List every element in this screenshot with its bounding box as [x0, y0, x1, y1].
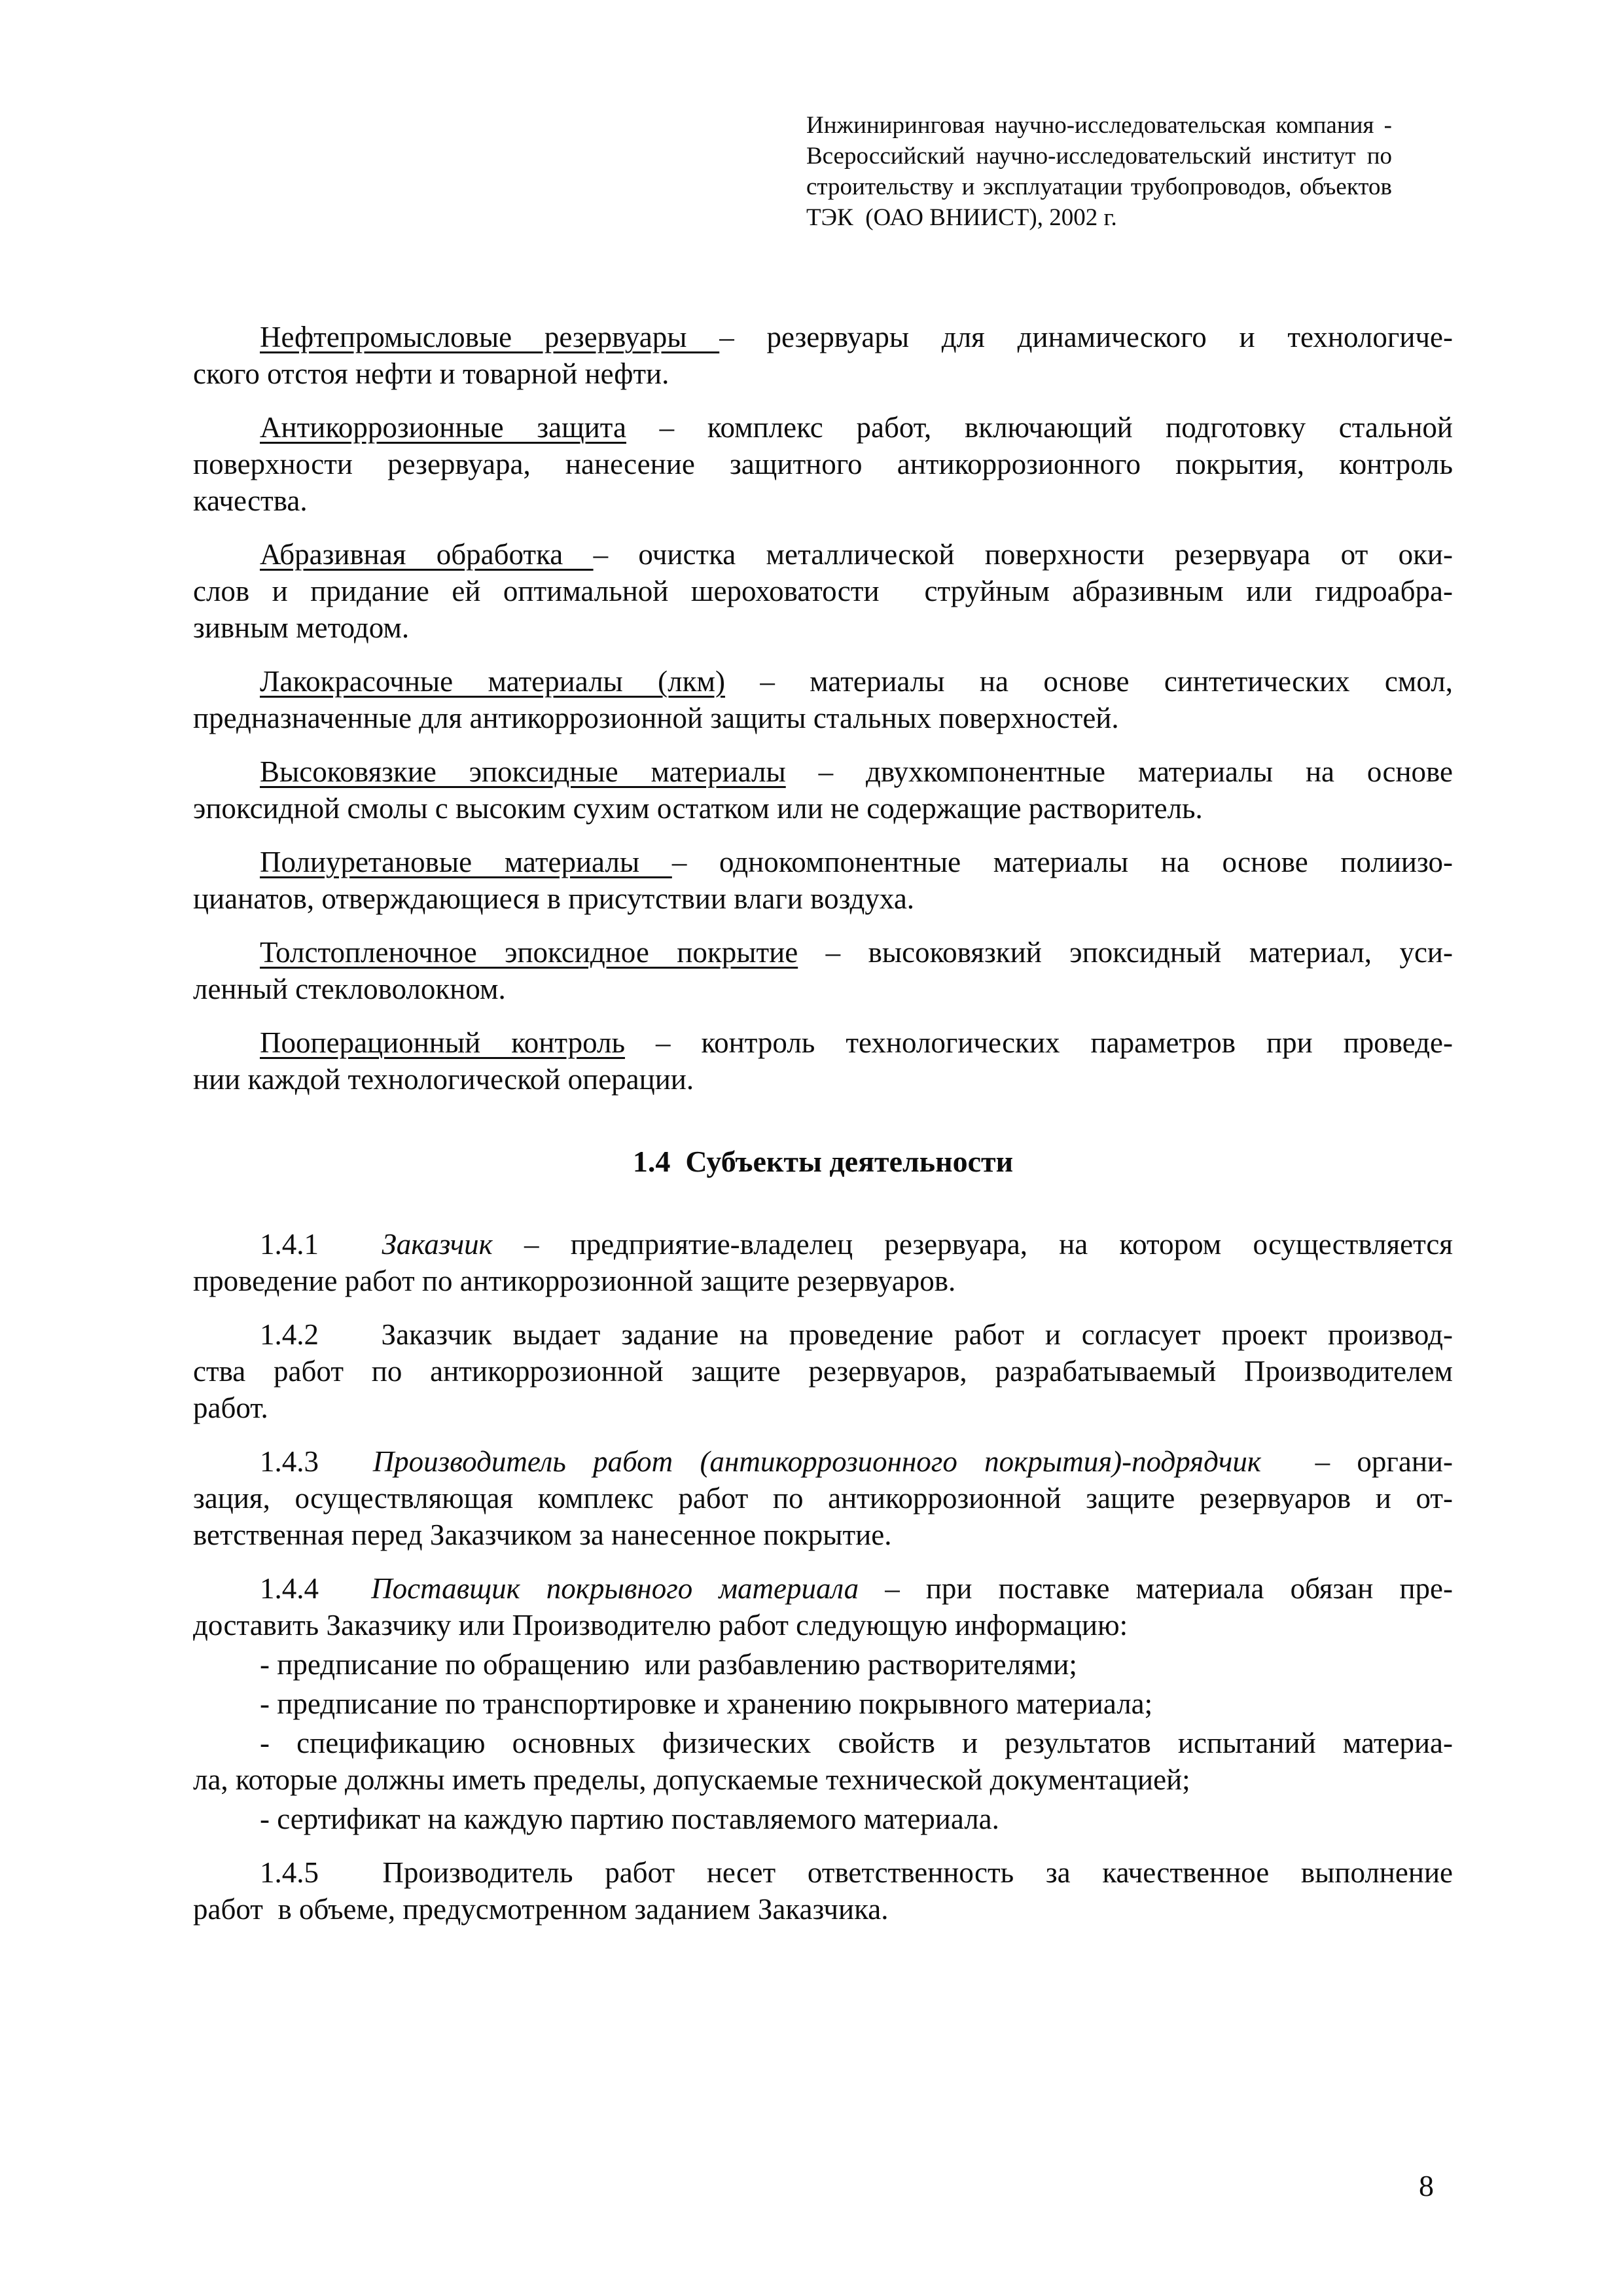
- bullet-transport-storage: [193, 1685, 1453, 1722]
- text-line: [193, 1353, 1453, 1390]
- defined-term: Высоковязкие эпоксидные материалы: [260, 755, 786, 788]
- text-run: 1.4.3: [260, 1445, 373, 1478]
- text-run: 1.4.4: [260, 1572, 372, 1605]
- document-body: [193, 319, 1453, 1945]
- term-italic: Производитель работ (антикоррозионного покрытия)-подрядчик: [372, 1445, 1261, 1478]
- text-line: [193, 1891, 1453, 1928]
- text-line: [193, 1570, 1453, 1607]
- text-line: [193, 573, 1453, 609]
- text-run: – однокомпонентные материалы на основе полиизо-: [671, 846, 1453, 878]
- text-run: – очистка металлической поверхности резервуара от оки-: [593, 538, 1454, 571]
- text-run: нии каждой технологической операции.: [193, 1063, 694, 1096]
- defined-term: Пооперационный контроль: [260, 1026, 625, 1059]
- text-run: 1.4.1: [260, 1228, 382, 1261]
- text-line: [193, 409, 1453, 446]
- page-number: 8: [1419, 2169, 1434, 2202]
- text-run: – материалы на основе синтетических смол,: [724, 665, 1453, 698]
- text-line: [193, 1646, 1453, 1683]
- text-run: предназначенные для антикоррозионной защиты стальных поверхностей.: [193, 702, 1119, 734]
- text-run: качества.: [193, 484, 308, 517]
- text-line: [193, 880, 1453, 917]
- text-line: [193, 1685, 1453, 1722]
- term-italic: Заказчик: [382, 1228, 493, 1261]
- text-line: [193, 1226, 1453, 1263]
- text-run: – высоковязкий эпоксидный материал, уси-: [798, 936, 1453, 969]
- defined-term: Полиуретановые материалы: [260, 846, 672, 878]
- text-line: [193, 319, 1453, 355]
- text-run: работ в объеме, предусмотренном заданием Заказчика.: [193, 1893, 889, 1926]
- para-definition-abrasive-treatment: [193, 536, 1453, 646]
- issuer-header-line: Инжиниринговая научно-исследовательская компания -: [806, 112, 1392, 139]
- text-line: [193, 971, 1453, 1007]
- text-run: – комплекс работ, включающий подготовку стальной: [626, 411, 1453, 444]
- term-italic: Поставщик покрывного материала: [371, 1572, 859, 1605]
- para-1-4-2-customer-task: [193, 1316, 1453, 1426]
- text-line: [193, 1761, 1453, 1798]
- defined-term: Толстопленочное эпоксидное покрытие: [260, 936, 798, 969]
- text-run: доставить Заказчику или Производителю работ следующую информацию:: [193, 1609, 1128, 1641]
- text-run: – при поставке материала обязан пре-: [859, 1572, 1453, 1605]
- text-line: [193, 934, 1453, 971]
- text-run: 1.4.2 Заказчик выдает задание на проведение работ и согласует проект производ-: [260, 1318, 1453, 1351]
- bullet-specification: [193, 1725, 1453, 1798]
- text-run: зивным методом.: [193, 611, 410, 644]
- text-run: проведение работ по антикоррозионной защите резервуаров.: [193, 1265, 956, 1297]
- text-run: ветственная перед Заказчиком за нанесенное покрытие.: [193, 1518, 892, 1551]
- text-line: [193, 844, 1453, 880]
- issuer-header-line: строительству и эксплуатации трубопроводов, объектов: [806, 173, 1392, 200]
- text-run: эпоксидной смолы с высоким сухим остатком или не содержащие растворитель.: [193, 792, 1203, 825]
- text-run: - сертификат на каждую партию поставляемого материала.: [260, 1803, 999, 1835]
- text-run: слов и придание ей оптимальной шероховатости струйным абразивным или гидроабра-: [193, 575, 1453, 607]
- defined-term: Нефтепромысловые резервуары: [260, 321, 720, 353]
- text-run: 1.4.5 Производитель работ несет ответственность за качественное выполнение: [260, 1856, 1453, 1889]
- issuer-header-line: Всероссийский научно-исследовательский институт по: [806, 143, 1392, 170]
- text-line: [193, 1316, 1453, 1353]
- text-line: [193, 355, 1453, 392]
- text-line: [193, 1516, 1453, 1553]
- text-line: [193, 1061, 1453, 1098]
- text-run: ленный стекловолокном.: [193, 973, 506, 1005]
- text-run: - предписание по транспортировке и хранению покрывного материала;: [260, 1687, 1153, 1720]
- text-line: [193, 1443, 1453, 1480]
- text-line: [193, 1801, 1453, 1837]
- text-run: ла, которые должны иметь пределы, допускаемые технической документацией;: [193, 1763, 1190, 1796]
- bullet-certificate: [193, 1801, 1453, 1837]
- para-definition-thick-film-epoxy: [193, 934, 1453, 1007]
- defined-term: Антикоррозионные защита: [260, 411, 626, 444]
- text-line: [193, 1480, 1453, 1516]
- text-line: [193, 663, 1453, 700]
- text-line: [193, 1024, 1453, 1061]
- para-1-4-4-supplier: [193, 1570, 1453, 1643]
- text-line: [193, 1390, 1453, 1426]
- text-line: [193, 609, 1453, 646]
- text-line: [193, 1725, 1453, 1761]
- defined-term: Абразивная обработка: [260, 538, 594, 571]
- text-run: – органи-: [1260, 1445, 1453, 1478]
- para-definition-step-by-step-control: [193, 1024, 1453, 1098]
- text-run: поверхности резервуара, нанесение защитного антикоррозионного покрытия, контроль: [193, 448, 1453, 480]
- text-line: [193, 482, 1453, 519]
- text-line: [193, 1607, 1453, 1643]
- para-definition-paint-materials: [193, 663, 1453, 736]
- text-line: [193, 790, 1453, 827]
- para-definition-anticorrosion-protection: [193, 409, 1453, 519]
- text-line: [193, 1854, 1453, 1891]
- para-definition-oilfield-tanks: [193, 319, 1453, 392]
- para-1-4-1-customer: [193, 1226, 1453, 1299]
- issuer-header: [806, 110, 1392, 233]
- bullet-handling-instructions: [193, 1646, 1453, 1683]
- issuer-header-line: ТЭК (ОАО ВНИИСТ), 2002 г.: [806, 204, 1117, 231]
- defined-term: Лакокрасочные материалы (лкм): [260, 665, 725, 698]
- para-1-4-3-contractor: [193, 1443, 1453, 1553]
- text-run: – резервуары для динамического и технологиче-: [719, 321, 1453, 353]
- text-line: [193, 1263, 1453, 1299]
- section-heading-1-4: 1.4 Субъекты деятельности: [632, 1145, 1014, 1178]
- para-definition-high-viscosity-epoxy: [193, 753, 1453, 827]
- text-run: – двухкомпонентные материалы на основе: [785, 755, 1454, 788]
- text-run: - предписание по обращению или разбавлению растворителями;: [260, 1648, 1077, 1681]
- text-run: работ.: [193, 1391, 268, 1424]
- para-1-4-5-responsibility: [193, 1854, 1453, 1928]
- para-definition-polyurethane: [193, 844, 1453, 917]
- text-run: зация, осуществляющая комплекс работ по антикоррозионной защите резервуаров и от-: [193, 1482, 1453, 1515]
- text-run: – контроль технологических параметров при проведе-: [624, 1026, 1453, 1059]
- text-line: [193, 536, 1453, 573]
- text-run: цианатов, отверждающиеся в присутствии влаги воздуха.: [193, 882, 915, 915]
- text-run: ства работ по антикоррозионной защите резервуаров, разрабатываемый Производителем: [193, 1355, 1453, 1388]
- text-line: [193, 446, 1453, 482]
- text-run: ского отстоя нефти и товарной нефти.: [193, 357, 669, 390]
- text-line: [193, 700, 1453, 736]
- text-run: - спецификацию основных физических свойств и результатов испытаний материа-: [260, 1727, 1453, 1759]
- text-line: [193, 753, 1453, 790]
- text-run: – предприятие-владелец резервуара, на котором осуществляется: [492, 1228, 1453, 1261]
